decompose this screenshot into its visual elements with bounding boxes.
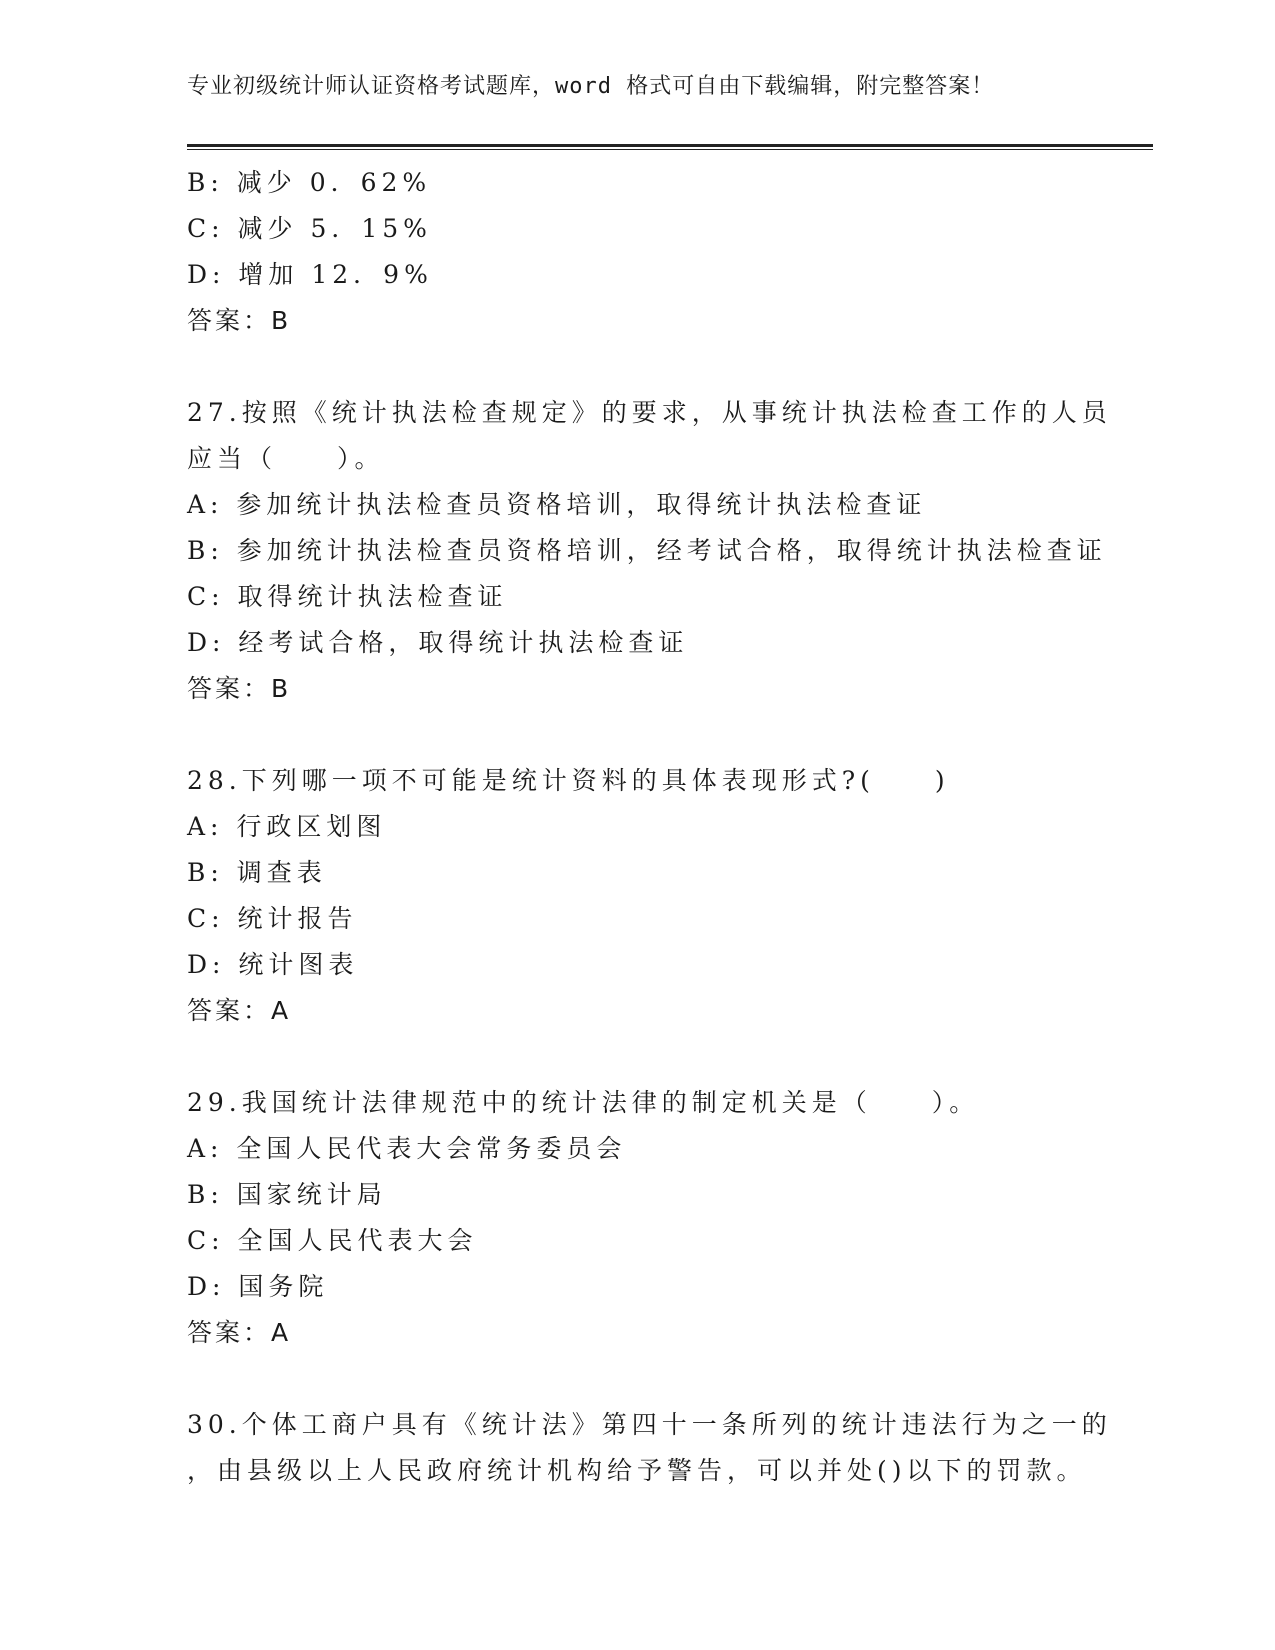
answer-line: 答案：B bbox=[187, 674, 292, 703]
answer-line: 答案：A bbox=[187, 996, 292, 1025]
question-text: 28.下列哪一项不可能是统计资料的具体表现形式?( ) bbox=[187, 766, 950, 795]
question-text: 30.个体工商户具有《统计法》第四十一条所列的统计违法行为之一的 bbox=[187, 1410, 1112, 1439]
question-28 bbox=[187, 758, 1087, 1034]
option-c: C: 全国人民代表大会 bbox=[187, 1226, 478, 1255]
option-d: D: 经考试合格，取得统计执法检查证 bbox=[187, 628, 689, 657]
option-d: D: 国务院 bbox=[187, 1272, 329, 1301]
option-b: B: 国家统计局 bbox=[187, 1180, 387, 1209]
option-b: B: 减少 0．62% bbox=[187, 168, 432, 197]
option-d: D: 增加 12．9% bbox=[187, 260, 433, 289]
header-divider bbox=[187, 144, 1153, 150]
answer-line: 答案：A bbox=[187, 1318, 292, 1347]
answer-line: 答案：B bbox=[187, 306, 292, 335]
option-a: A: 行政区划图 bbox=[187, 812, 387, 841]
option-c: C: 统计报告 bbox=[187, 904, 358, 933]
question-29 bbox=[187, 1080, 1087, 1356]
document-body bbox=[187, 160, 1112, 1494]
option-b: B: 调查表 bbox=[187, 858, 327, 887]
option-a: A: 全国人民代表大会常务委员会 bbox=[187, 1134, 627, 1163]
option-b: B: 参加统计执法检查员资格培训，经考试合格，取得统计执法检查证 bbox=[187, 536, 1107, 565]
option-c: C: 减少 5．15% bbox=[187, 214, 432, 243]
question-27 bbox=[187, 390, 1112, 712]
option-c: C: 取得统计执法检查证 bbox=[187, 582, 508, 611]
option-d: D: 统计图表 bbox=[187, 950, 359, 979]
question-30 bbox=[187, 1402, 1112, 1494]
question-text: 29.我国统计法律规范中的统计法律的制定机关是（ ）。 bbox=[187, 1088, 980, 1117]
question-text: 27.按照《统计执法检查规定》的要求，从事统计执法检查工作的人员 bbox=[187, 398, 1112, 427]
option-a: A: 参加统计执法检查员资格培训，取得统计执法检查证 bbox=[187, 490, 927, 519]
question-text: ，由县级以上人民政府统计机构给予警告，可以并处()以下的罚款。 bbox=[187, 1456, 1087, 1485]
question-continuation bbox=[187, 160, 1087, 344]
page-header: 专业初级统计师认证资格考试题库，word 格式可自由下载编辑，附完整答案！ bbox=[187, 74, 995, 99]
question-text: 应当（ ）。 bbox=[187, 444, 385, 473]
